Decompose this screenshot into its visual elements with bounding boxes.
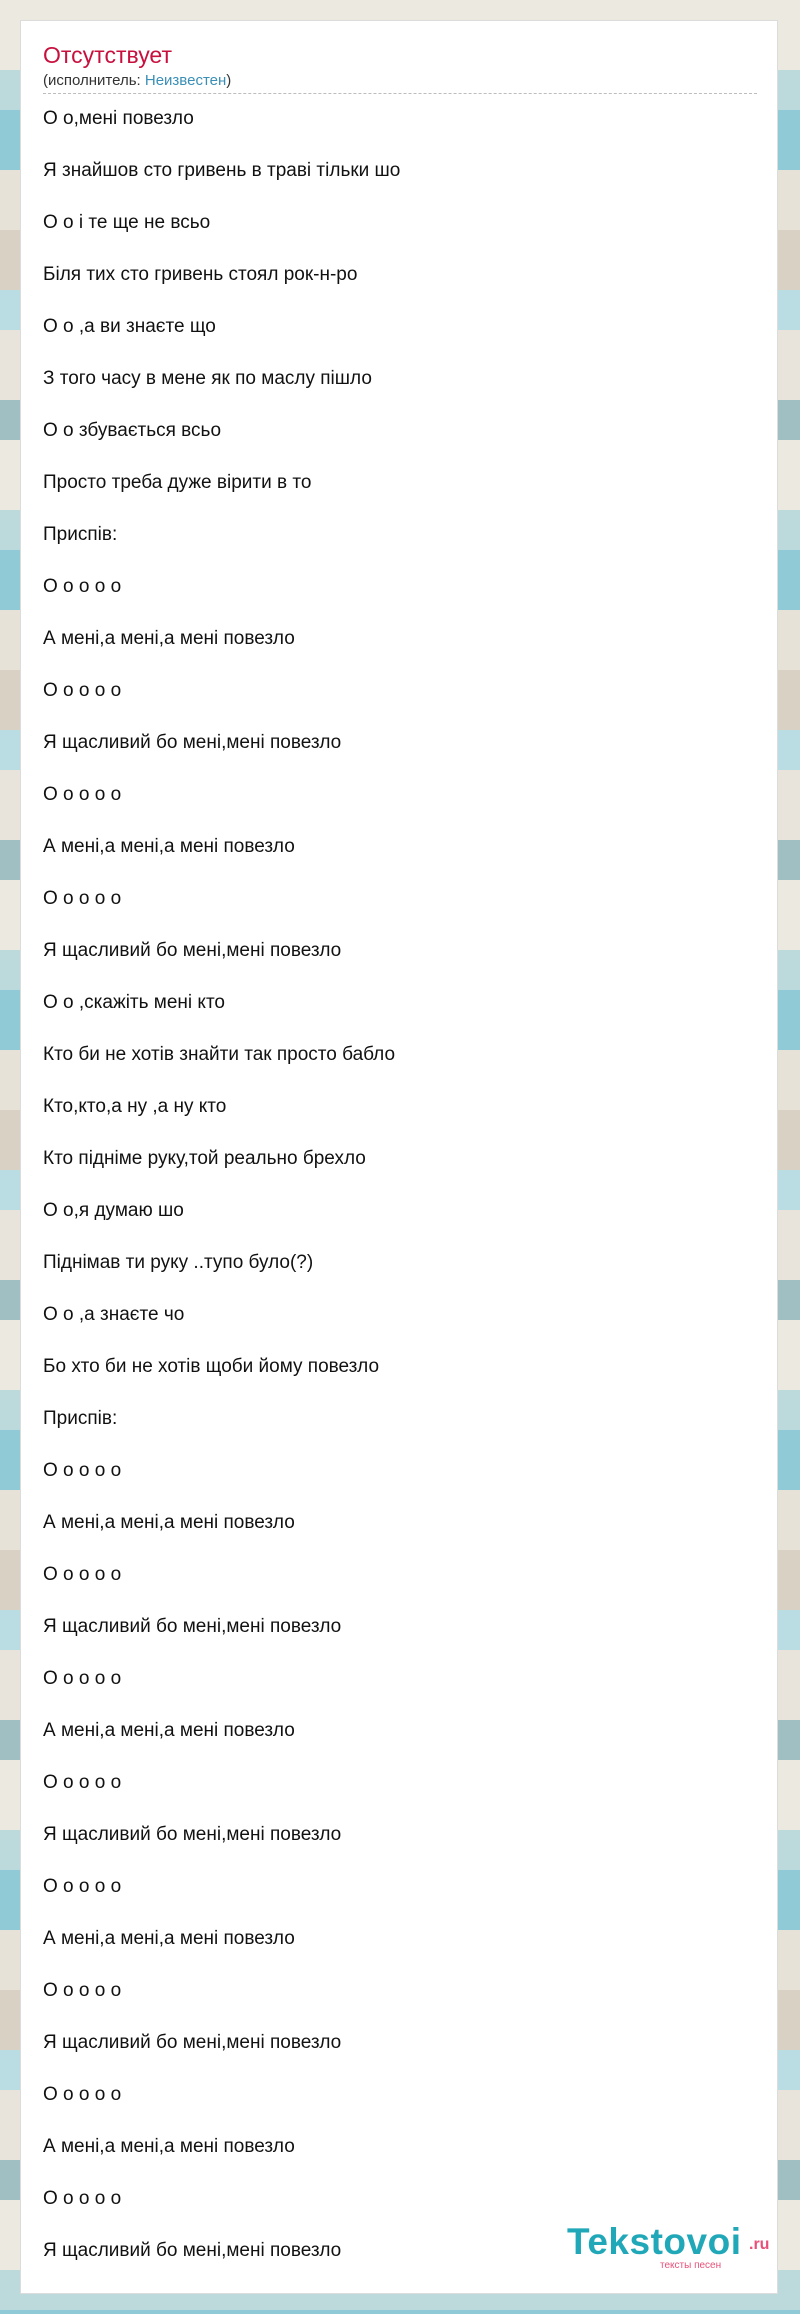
logo-tagline: тексты песен (660, 2260, 722, 2271)
lyric-line: Бо хто би не хотів щоби йому повезло (43, 1356, 380, 1377)
lyric-line: Піднімав ти руку ..тупо було(?) (43, 1252, 314, 1273)
lyric-line: А мені,а мені,а мені повезло (43, 1720, 295, 1741)
lyric-line: Я щасливий бо мені,мені повезло (43, 1824, 342, 1845)
lyric-line: О о о о о (43, 1772, 122, 1793)
lyric-line: А мені,а мені,а мені повезло (43, 628, 295, 649)
lyric-line: О о ,а знаєте чо (43, 1304, 185, 1325)
lyric-line: А мені,а мені,а мені повезло (43, 2136, 295, 2157)
lyric-line: О о ,а ви знаєте що (43, 316, 216, 337)
lyric-line: З того часу в мене як по маслу пішло (43, 368, 372, 389)
lyric-line: О о о о о (43, 1980, 122, 2001)
logo-tld: .ru (749, 2236, 770, 2253)
lyric-line: О о і те ще не всьо (43, 212, 211, 233)
lyric-line: Приспів: (43, 1408, 118, 1429)
lyric-line: О о,мені повезло (43, 108, 194, 129)
header-divider (43, 93, 757, 94)
lyric-line: О о о о о (43, 2084, 122, 2105)
performer-suffix: ) (226, 72, 232, 89)
lyric-line: Кто підніме руку,той реально брехло (43, 1148, 366, 1169)
lyric-line: Біля тих сто гривень стоял рок-н-ро (43, 264, 358, 285)
lyric-line: О о о о о (43, 784, 122, 805)
lyrics-card (20, 20, 778, 2294)
lyric-line: О о о о о (43, 1668, 122, 1689)
lyric-line: О о о о о (43, 680, 122, 701)
lyric-line: Кто би не хотів знайти так просто бабло (43, 1044, 396, 1065)
song-title: Отсутствует (43, 42, 172, 68)
lyric-line: О о о о о (43, 1460, 122, 1481)
lyrics-text (43, 105, 400, 2289)
performer-link[interactable]: Неизвестен (144, 72, 227, 89)
performer-prefix: (исполнитель: (43, 72, 145, 89)
lyric-line: Я щасливий бо мені,мені повезло (43, 2032, 342, 2053)
lyric-line: О о о о о (43, 2188, 122, 2209)
lyric-line: Я щасливий бо мені,мені повезло (43, 940, 342, 961)
site-logo[interactable] (547, 2222, 772, 2282)
lyric-line: О о ,скажіть мені кто (43, 992, 225, 1013)
lyric-line: О о о о о (43, 576, 122, 597)
performer-line (43, 71, 231, 91)
lyric-line: Я щасливий бо мені,мені повезло (43, 2240, 342, 2261)
lyric-line: А мені,а мені,а мені повезло (43, 1928, 295, 1949)
logo-name: Tekstovoi (567, 2221, 742, 2262)
lyric-line: А мені,а мені,а мені повезло (43, 1512, 295, 1533)
lyric-line: Я щасливий бо мені,мені повезло (43, 1616, 342, 1637)
lyric-line: Кто,кто,а ну ,а ну кто (43, 1096, 227, 1117)
lyric-line: Просто треба дуже вірити в то (43, 472, 312, 493)
lyric-line: А мені,а мені,а мені повезло (43, 836, 295, 857)
lyric-line: Приспів: (43, 524, 118, 545)
lyric-line: Я щасливий бо мені,мені повезло (43, 732, 342, 753)
lyric-line: О о,я думаю шо (43, 1200, 184, 1221)
lyric-line: О о о о о (43, 1564, 122, 1585)
lyric-line: Я знайшов сто гривень в траві тільки шо (43, 160, 401, 181)
lyric-line: О о збувається всьо (43, 420, 222, 441)
lyric-line: О о о о о (43, 1876, 122, 1897)
lyric-line: О о о о о (43, 888, 122, 909)
